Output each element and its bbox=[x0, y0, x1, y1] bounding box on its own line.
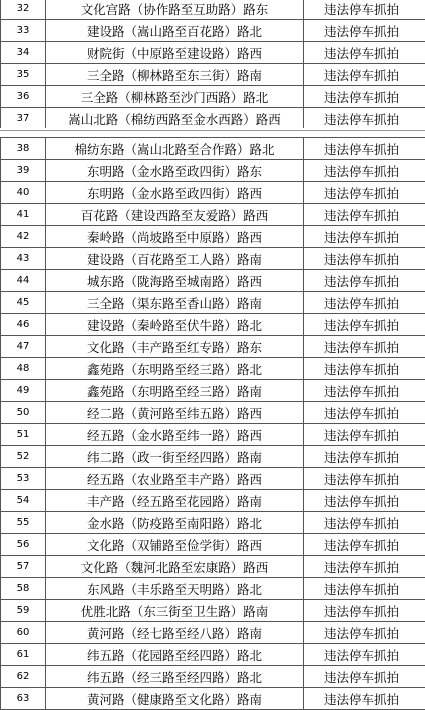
enforcement-type: 违法停车抓拍 bbox=[304, 578, 425, 600]
road-section: 优胜北路（东三街至卫生路）路南 bbox=[46, 600, 304, 622]
road-section: 鑫苑路（东明路至经三路）路南 bbox=[46, 380, 304, 402]
row-number: 60 bbox=[1, 622, 46, 644]
road-section: 经五路（农业路至丰产路）路西 bbox=[46, 468, 304, 490]
road-section: 文化路（丰产路至红专路）路东 bbox=[46, 336, 304, 358]
enforcement-type: 违法停车抓拍 bbox=[304, 490, 425, 512]
road-section: 金水路（防疫路至南阳路）路北 bbox=[46, 512, 304, 534]
row-number: 37 bbox=[1, 108, 46, 130]
page-break-line bbox=[0, 130, 425, 131]
road-section: 三全路（渠东路至香山路）路南 bbox=[46, 292, 304, 314]
table-row bbox=[1, 534, 425, 556]
table-row bbox=[1, 468, 425, 490]
table-row bbox=[1, 688, 425, 710]
enforcement-type: 违法停车抓拍 bbox=[304, 248, 425, 270]
table-row bbox=[1, 86, 425, 108]
row-number: 63 bbox=[1, 688, 46, 710]
row-number: 40 bbox=[1, 182, 46, 204]
table-row bbox=[1, 270, 425, 292]
row-number: 43 bbox=[1, 248, 46, 270]
enforcement-type: 违法停车抓拍 bbox=[304, 86, 425, 108]
road-section: 纬五路（经三路至经四路）路北 bbox=[46, 666, 304, 688]
road-section: 经二路（黄河路至纬五路）路西 bbox=[46, 402, 304, 424]
road-section: 东明路（金水路至政四街）路东 bbox=[46, 160, 304, 182]
table-row bbox=[1, 336, 425, 358]
road-section: 建设路（秦岭路至伏牛路）路北 bbox=[46, 314, 304, 336]
enforcement-type: 违法停车抓拍 bbox=[304, 446, 425, 468]
row-number: 51 bbox=[1, 424, 46, 446]
row-number: 61 bbox=[1, 644, 46, 666]
row-number: 58 bbox=[1, 578, 46, 600]
enforcement-type: 违法停车抓拍 bbox=[304, 138, 425, 160]
row-number: 62 bbox=[1, 666, 46, 688]
road-section: 秦岭路（尚坡路至中原路）路西 bbox=[46, 226, 304, 248]
table-row bbox=[1, 556, 425, 578]
enforcement-type: 违法停车抓拍 bbox=[304, 556, 425, 578]
table-row bbox=[1, 42, 425, 64]
table-row bbox=[1, 160, 425, 182]
row-number: 57 bbox=[1, 556, 46, 578]
road-section: 丰产路（经五路至花园路）路南 bbox=[46, 490, 304, 512]
row-number: 45 bbox=[1, 292, 46, 314]
enforcement-type: 违法停车抓拍 bbox=[304, 600, 425, 622]
row-number: 56 bbox=[1, 534, 46, 556]
row-number: 47 bbox=[1, 336, 46, 358]
table-row bbox=[1, 314, 425, 336]
table-row bbox=[1, 512, 425, 534]
row-number: 35 bbox=[1, 64, 46, 86]
table-row bbox=[1, 446, 425, 468]
table-row bbox=[1, 402, 425, 424]
table-row bbox=[1, 292, 425, 314]
road-section: 鑫苑路（东明路至经三路）路北 bbox=[46, 358, 304, 380]
road-section: 城东路（陇海路至城南路）路西 bbox=[46, 270, 304, 292]
row-number: 54 bbox=[1, 490, 46, 512]
road-section: 三全路（柳林路至沙门西路）路北 bbox=[46, 86, 304, 108]
enforcement-type: 违法停车抓拍 bbox=[304, 182, 425, 204]
violation-table-top bbox=[0, 0, 425, 130]
enforcement-type: 违法停车抓拍 bbox=[304, 64, 425, 86]
enforcement-type: 违法停车抓拍 bbox=[304, 292, 425, 314]
row-number: 55 bbox=[1, 512, 46, 534]
row-number: 42 bbox=[1, 226, 46, 248]
table-row bbox=[1, 204, 425, 226]
road-section: 百花路（建设西路至友爱路）路西 bbox=[46, 204, 304, 226]
enforcement-type: 违法停车抓拍 bbox=[304, 0, 425, 20]
table-row bbox=[1, 20, 425, 42]
road-section: 文化路（双铺路至俭学街）路西 bbox=[46, 534, 304, 556]
row-number: 52 bbox=[1, 446, 46, 468]
row-number: 41 bbox=[1, 204, 46, 226]
row-number: 32 bbox=[1, 0, 46, 20]
enforcement-type: 违法停车抓拍 bbox=[304, 688, 425, 710]
enforcement-type: 违法停车抓拍 bbox=[304, 666, 425, 688]
road-section: 文化宫路（协作路至互助路）路东 bbox=[46, 0, 304, 20]
row-number: 39 bbox=[1, 160, 46, 182]
road-section: 建设路（嵩山路至百花路）路北 bbox=[46, 20, 304, 42]
table-row bbox=[1, 108, 425, 130]
road-section: 经五路（金水路至纬一路）路西 bbox=[46, 424, 304, 446]
enforcement-type: 违法停车抓拍 bbox=[304, 42, 425, 64]
table-row bbox=[1, 226, 425, 248]
row-number: 48 bbox=[1, 358, 46, 380]
table-bottom-section bbox=[0, 137, 425, 710]
row-number: 50 bbox=[1, 402, 46, 424]
enforcement-type: 违法停车抓拍 bbox=[304, 20, 425, 42]
road-section: 嵩山北路（棉纺西路至金水西路）路西 bbox=[46, 108, 304, 130]
enforcement-type: 违法停车抓拍 bbox=[304, 622, 425, 644]
enforcement-type: 违法停车抓拍 bbox=[304, 270, 425, 292]
enforcement-type: 违法停车抓拍 bbox=[304, 358, 425, 380]
road-section: 东明路（金水路至政四街）路西 bbox=[46, 182, 304, 204]
enforcement-type: 违法停车抓拍 bbox=[304, 108, 425, 130]
road-section: 三全路（柳林路至东三街）路南 bbox=[46, 64, 304, 86]
road-section: 建设路（百花路至工人路）路南 bbox=[46, 248, 304, 270]
enforcement-type: 违法停车抓拍 bbox=[304, 402, 425, 424]
enforcement-type: 违法停车抓拍 bbox=[304, 468, 425, 490]
table-row bbox=[1, 578, 425, 600]
table-row bbox=[1, 644, 425, 666]
table-row bbox=[1, 666, 425, 688]
row-number: 36 bbox=[1, 86, 46, 108]
row-number: 59 bbox=[1, 600, 46, 622]
enforcement-type: 违法停车抓拍 bbox=[304, 314, 425, 336]
table-row bbox=[1, 64, 425, 86]
table-row bbox=[1, 138, 425, 160]
enforcement-type: 违法停车抓拍 bbox=[304, 424, 425, 446]
road-section: 纬二路（政一街至经四路）路南 bbox=[46, 446, 304, 468]
table-row bbox=[1, 622, 425, 644]
table-row bbox=[1, 600, 425, 622]
road-section: 黄河路（经七路至经八路）路南 bbox=[46, 622, 304, 644]
row-number: 49 bbox=[1, 380, 46, 402]
table-row bbox=[1, 424, 425, 446]
road-section: 东风路（丰乐路至天明路）路北 bbox=[46, 578, 304, 600]
row-number: 38 bbox=[1, 138, 46, 160]
enforcement-type: 违法停车抓拍 bbox=[304, 160, 425, 182]
enforcement-type: 违法停车抓拍 bbox=[304, 512, 425, 534]
table-row bbox=[1, 358, 425, 380]
row-number: 44 bbox=[1, 270, 46, 292]
row-number: 34 bbox=[1, 42, 46, 64]
enforcement-type: 违法停车抓拍 bbox=[304, 204, 425, 226]
violation-table-bottom bbox=[0, 137, 425, 710]
enforcement-type: 违法停车抓拍 bbox=[304, 380, 425, 402]
row-number: 46 bbox=[1, 314, 46, 336]
road-section: 财院街（中原路至建设路）路西 bbox=[46, 42, 304, 64]
road-section: 纬五路（花园路至经四路）路北 bbox=[46, 644, 304, 666]
road-section: 黄河路（健康路至文化路）路南 bbox=[46, 688, 304, 710]
table-row bbox=[1, 490, 425, 512]
enforcement-type: 违法停车抓拍 bbox=[304, 534, 425, 556]
table-row bbox=[1, 0, 425, 20]
table-row bbox=[1, 248, 425, 270]
table-row bbox=[1, 182, 425, 204]
enforcement-type: 违法停车抓拍 bbox=[304, 226, 425, 248]
road-section: 文化路（魏河北路至宏康路）路西 bbox=[46, 556, 304, 578]
road-section: 棉纺东路（嵩山北路至合作路）路北 bbox=[46, 138, 304, 160]
enforcement-type: 违法停车抓拍 bbox=[304, 336, 425, 358]
row-number: 33 bbox=[1, 20, 46, 42]
table-top-section bbox=[0, 0, 425, 130]
table-row bbox=[1, 380, 425, 402]
enforcement-type: 违法停车抓拍 bbox=[304, 644, 425, 666]
row-number: 53 bbox=[1, 468, 46, 490]
